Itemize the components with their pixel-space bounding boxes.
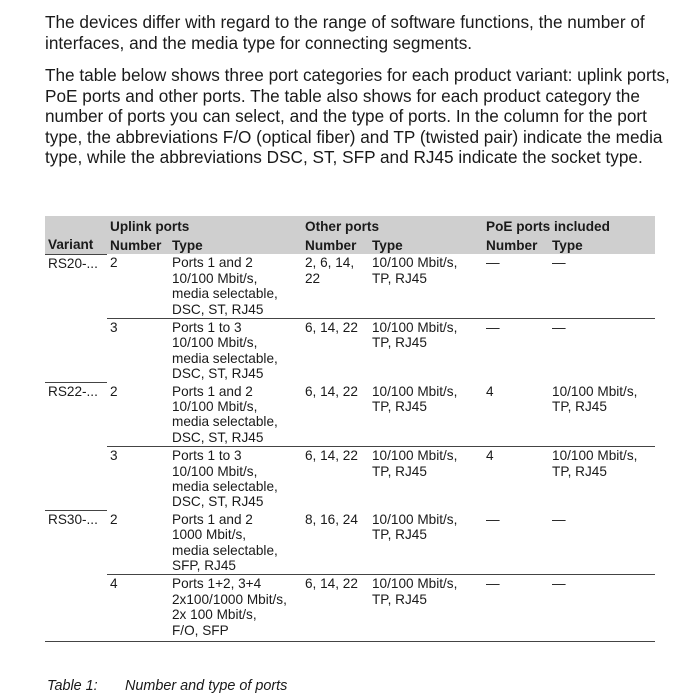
cell-uplink-type-line: media selectable, bbox=[172, 414, 278, 430]
table-row bbox=[45, 254, 655, 318]
table-row bbox=[45, 318, 655, 382]
cell-uplink-type-line: 1000 Mbit/s, bbox=[172, 527, 247, 543]
cell-variant bbox=[45, 318, 107, 382]
cell-other-number-line: 8, 16, 24 bbox=[305, 511, 358, 527]
cell-other-number-line: 6, 14, 22 bbox=[305, 576, 358, 592]
cell-poe-type-line: — bbox=[552, 319, 566, 335]
cell-variant: RS20-... bbox=[45, 254, 107, 318]
cell-variant: RS22-... bbox=[45, 383, 107, 447]
cell-other-number bbox=[302, 447, 369, 511]
table-row bbox=[45, 511, 655, 575]
cell-uplink-type-line: media selectable, bbox=[172, 286, 278, 302]
cell-other-number bbox=[302, 511, 369, 575]
cell-other-type-line: 10/100 Mbit/s, bbox=[372, 255, 458, 271]
cell-uplink-number: 3 bbox=[107, 447, 169, 511]
group-header-uplink: Uplink ports bbox=[107, 216, 302, 235]
cell-other-type bbox=[369, 575, 483, 642]
cell-poe-type-line: TP, RJ45 bbox=[552, 463, 607, 479]
cell-poe-type-line: — bbox=[552, 511, 566, 527]
cell-other-type-line: 10/100 Mbit/s, bbox=[372, 383, 458, 399]
cell-other-type-line: TP, RJ45 bbox=[372, 270, 427, 286]
cell-uplink-type bbox=[169, 383, 302, 447]
cell-variant bbox=[45, 447, 107, 511]
caption-text: Number and type of ports bbox=[125, 678, 288, 694]
cell-poe-type bbox=[549, 254, 655, 318]
cell-uplink-type bbox=[169, 318, 302, 382]
cell-uplink-type-line: DSC, ST, RJ45 bbox=[172, 301, 264, 317]
cell-uplink-type-line: 2x 100 Mbit/s, bbox=[172, 607, 257, 623]
cell-other-number-line: 6, 14, 22 bbox=[305, 383, 358, 399]
col-header-poe-number: Number bbox=[483, 235, 549, 254]
cell-poe-number: — bbox=[483, 575, 549, 642]
cell-uplink-type-line: Ports 1 to 3 bbox=[172, 448, 242, 464]
cell-uplink-type-line: SFP, RJ45 bbox=[172, 558, 236, 574]
cell-other-type-line: 10/100 Mbit/s, bbox=[372, 511, 458, 527]
cell-other-number bbox=[302, 383, 369, 447]
cell-other-type-line: 10/100 Mbit/s, bbox=[372, 448, 458, 464]
cell-poe-type-line: TP, RJ45 bbox=[552, 398, 607, 414]
cell-poe-number: — bbox=[486, 511, 500, 527]
cell-other-number bbox=[302, 254, 369, 318]
cell-other-type bbox=[369, 318, 483, 382]
cell-uplink-type-line: DSC, ST, RJ45 bbox=[172, 429, 264, 445]
cell-uplink-type-line: DSC, ST, RJ45 bbox=[172, 494, 264, 510]
cell-uplink-number: 2 bbox=[110, 383, 118, 399]
cell-uplink-type bbox=[169, 511, 302, 575]
cell-variant: RS30-... bbox=[45, 511, 107, 575]
group-header-row bbox=[45, 216, 655, 235]
cell-uplink-type-line: media selectable, bbox=[172, 350, 278, 366]
cell-uplink-number: 4 bbox=[107, 575, 169, 642]
col-header-poe-type: Type bbox=[549, 235, 655, 254]
group-header-poe: PoE ports included bbox=[483, 216, 655, 235]
table-row bbox=[45, 575, 655, 642]
cell-poe-number: — bbox=[483, 318, 549, 382]
cell-poe-type-line: — bbox=[552, 576, 566, 592]
cell-uplink-type-line: DSC, ST, RJ45 bbox=[172, 366, 264, 382]
cell-poe-type bbox=[549, 383, 655, 447]
group-header-blank bbox=[45, 216, 107, 235]
cell-poe-number: 4 bbox=[483, 447, 549, 511]
cell-poe-type bbox=[549, 575, 655, 642]
cell-poe-number: 4 bbox=[486, 383, 494, 399]
cell-other-number bbox=[302, 318, 369, 382]
cell-poe-type-line: 10/100 Mbit/s, bbox=[552, 383, 638, 399]
cell-uplink-type bbox=[169, 575, 302, 642]
cell-uplink-type bbox=[169, 447, 302, 511]
cell-poe-type bbox=[549, 318, 655, 382]
cell-other-type-line: TP, RJ45 bbox=[372, 527, 427, 543]
group-header-other: Other ports bbox=[302, 216, 483, 235]
cell-uplink-type-line: 10/100 Mbit/s, bbox=[172, 463, 258, 479]
cell-uplink-type-line: Ports 1 and 2 bbox=[172, 255, 253, 271]
cell-uplink-type-line: 10/100 Mbit/s, bbox=[172, 398, 258, 414]
column-header-row bbox=[45, 235, 655, 254]
cell-other-type-line: 10/100 Mbit/s, bbox=[372, 576, 458, 592]
cell-poe-type bbox=[549, 447, 655, 511]
col-header-uplink-type: Type bbox=[169, 235, 302, 254]
cell-poe-number: — bbox=[486, 255, 500, 271]
cell-uplink-number: 3 bbox=[107, 318, 169, 382]
cell-other-number-line: 22 bbox=[305, 270, 321, 286]
cell-uplink-number: 2 bbox=[110, 511, 118, 527]
table-row bbox=[45, 447, 655, 511]
cell-uplink-type-line: F/O, SFP bbox=[172, 622, 229, 638]
col-header-variant: Variant bbox=[45, 235, 107, 254]
caption-label: Table 1: bbox=[47, 678, 98, 694]
cell-poe-type-line: — bbox=[552, 255, 566, 271]
table-body bbox=[45, 254, 655, 641]
cell-poe-type bbox=[549, 511, 655, 575]
cell-uplink-type-line: Ports 1 to 3 bbox=[172, 319, 242, 335]
cell-uplink-type bbox=[169, 254, 302, 318]
cell-other-type-line: TP, RJ45 bbox=[372, 591, 427, 607]
cell-uplink-type-line: Ports 1+2, 3+4 bbox=[172, 576, 262, 592]
cell-other-type-line: TP, RJ45 bbox=[372, 398, 427, 414]
cell-uplink-type-line: Ports 1 and 2 bbox=[172, 511, 253, 527]
cell-poe-type-line: 10/100 Mbit/s, bbox=[552, 448, 638, 464]
table-caption bbox=[47, 678, 287, 694]
cell-other-type-line: TP, RJ45 bbox=[372, 335, 427, 351]
col-header-other-number: Number bbox=[302, 235, 369, 254]
table-description-paragraph: The table below shows three port categories for each product variant: uplink ports, PoE ports and other ports. The table also shows for each product category the number of ports you can select, and the type of ports. In the column for the port type, the abbreviations F/O (optical fiber) and TP (twisted pair) indicate the media type, while the abbreviations DSC, ST, SFP and RJ45 indicate the socket type. bbox=[45, 65, 670, 168]
cell-uplink-type-line: Ports 1 and 2 bbox=[172, 383, 253, 399]
cell-other-number-line: 6, 14, 22 bbox=[305, 319, 358, 335]
cell-other-number bbox=[302, 575, 369, 642]
intro-paragraph: The devices differ with regard to the range of software functions, the number of interfaces, and the media type for connecting segments. bbox=[45, 12, 645, 53]
table-row bbox=[45, 383, 655, 447]
cell-other-number-line: 2, 6, 14, bbox=[305, 255, 355, 271]
col-header-uplink-number: Number bbox=[107, 235, 169, 254]
cell-uplink-type-line: media selectable, bbox=[172, 479, 278, 494]
cell-uplink-type-line: 10/100 Mbit/s, bbox=[172, 335, 258, 351]
col-header-other-type: Type bbox=[369, 235, 483, 254]
cell-variant bbox=[45, 575, 107, 642]
port-table bbox=[45, 216, 655, 642]
cell-other-type bbox=[369, 254, 483, 318]
cell-uplink-type-line: 10/100 Mbit/s, bbox=[172, 270, 258, 286]
cell-uplink-type-line: media selectable, bbox=[172, 542, 278, 558]
cell-other-number-line: 6, 14, 22 bbox=[305, 448, 358, 464]
cell-other-type bbox=[369, 447, 483, 511]
cell-other-type-line: 10/100 Mbit/s, bbox=[372, 319, 458, 335]
cell-other-type bbox=[369, 383, 483, 447]
cell-uplink-number: 2 bbox=[110, 255, 118, 271]
cell-other-type-line: TP, RJ45 bbox=[372, 463, 427, 479]
cell-other-type bbox=[369, 511, 483, 575]
cell-uplink-type-line: 2x100/1000 Mbit/s, bbox=[172, 591, 287, 607]
